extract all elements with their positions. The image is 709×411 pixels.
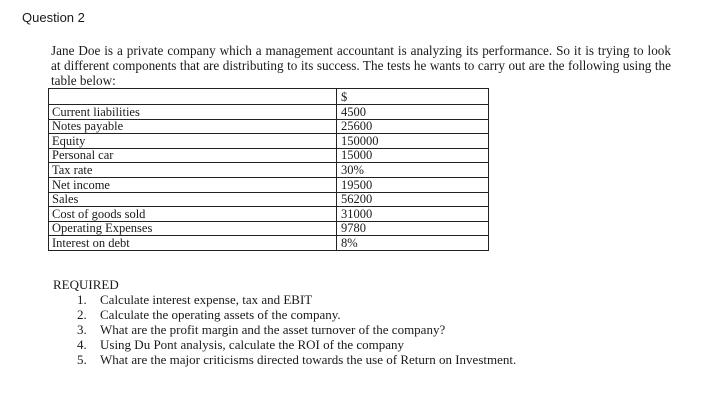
- intro-paragraph: Jane Doe is a private company which a management accountant is analyzing its performance. So it is trying to look at different components that are distributing to its success. The tests he wants to carry out are the following using the table below:: [51, 43, 671, 88]
- list-item-number: 3.: [77, 322, 87, 337]
- table-header-row: [49, 89, 489, 105]
- table-header-cell: $: [337, 89, 489, 105]
- row-value: 30%: [337, 163, 489, 178]
- list-item: [53, 352, 516, 367]
- table-row: [49, 207, 489, 222]
- table-row: [49, 221, 489, 236]
- row-label: Tax rate: [49, 163, 337, 178]
- row-label: Cost of goods sold: [49, 207, 337, 222]
- list-item: [53, 322, 516, 337]
- table-row: [49, 192, 489, 207]
- row-value: 9780: [337, 221, 489, 236]
- row-value: 19500: [337, 177, 489, 192]
- required-title: REQUIRED: [53, 277, 119, 292]
- table-row: [49, 119, 489, 134]
- row-value: 25600: [337, 119, 489, 134]
- financial-data-table: [48, 88, 489, 251]
- row-value: 4500: [337, 105, 489, 120]
- table-row: [49, 148, 489, 163]
- row-label: Operating Expenses: [49, 221, 337, 236]
- list-item-number: 5.: [77, 352, 87, 367]
- list-item: [53, 307, 516, 322]
- row-label: Sales: [49, 192, 337, 207]
- list-item-text: Using Du Pont analysis, calculate the ROI of the company: [100, 337, 404, 352]
- table-row: [49, 177, 489, 192]
- list-item-number: 1.: [77, 292, 87, 307]
- row-label: Notes payable: [49, 119, 337, 134]
- row-label: Personal car: [49, 148, 337, 163]
- row-value: 56200: [337, 192, 489, 207]
- list-item-text: What are the major criticisms directed towards the use of Return on Investment.: [100, 352, 517, 367]
- table-row: [49, 236, 489, 251]
- row-label: Net income: [49, 177, 337, 192]
- table-header-cell: [49, 89, 337, 105]
- row-value: 31000: [337, 207, 489, 222]
- required-section: [53, 277, 516, 367]
- table-row: [49, 163, 489, 178]
- list-item-text: What are the profit margin and the asset turnover of the company?: [100, 322, 446, 337]
- table-row: [49, 134, 489, 149]
- list-item-number: 4.: [77, 337, 87, 352]
- list-item: [53, 337, 516, 352]
- row-label: Current liabilities: [49, 105, 337, 120]
- list-item-text: Calculate interest expense, tax and EBIT: [100, 292, 313, 307]
- required-list: [53, 292, 516, 367]
- row-value: 15000: [337, 148, 489, 163]
- table-row: [49, 105, 489, 120]
- list-item-text: Calculate the operating assets of the company.: [100, 307, 341, 322]
- row-value: 8%: [337, 236, 489, 251]
- row-label: Interest on debt: [49, 236, 337, 251]
- question-heading: Question 2: [22, 10, 85, 25]
- list-item: [53, 292, 516, 307]
- row-value: 150000: [337, 134, 489, 149]
- list-item-number: 2.: [77, 307, 87, 322]
- row-label: Equity: [49, 134, 337, 149]
